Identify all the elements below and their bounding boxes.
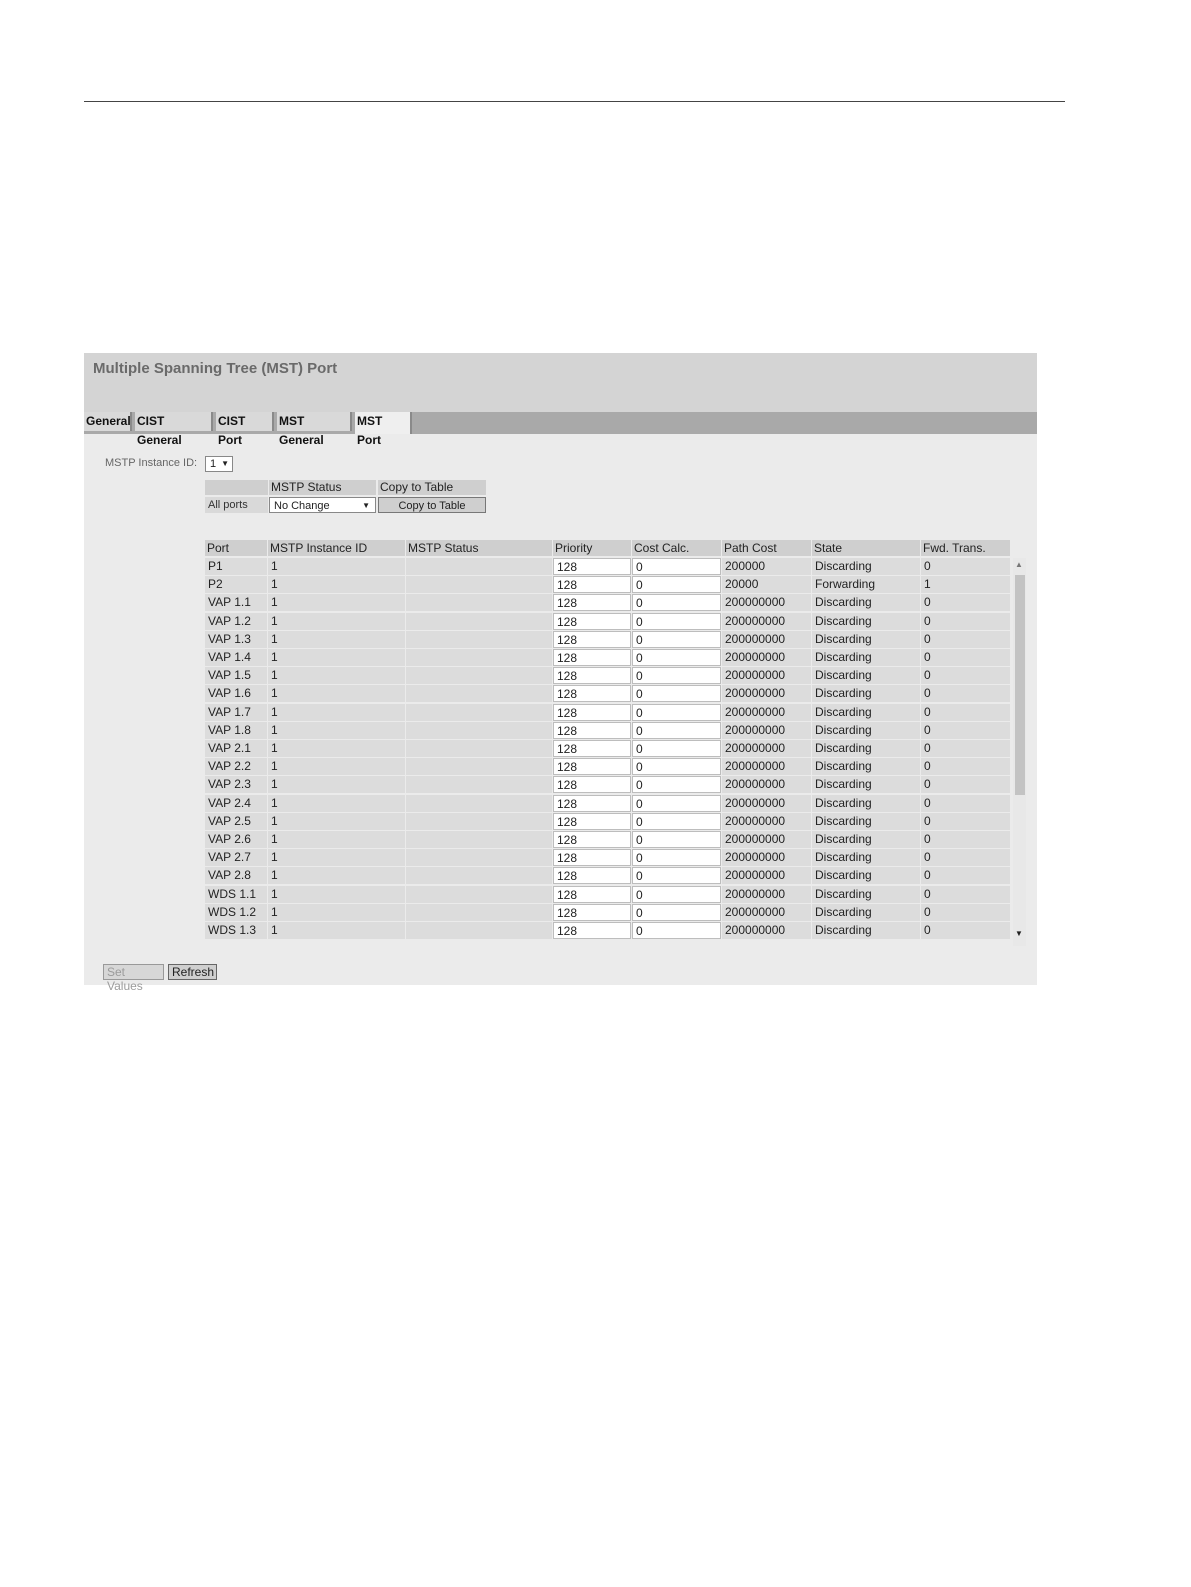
state-cell: Discarding: [812, 631, 920, 648]
state-cell: Discarding: [812, 758, 920, 775]
cost-calc-input[interactable]: 0: [632, 886, 721, 903]
priority-input[interactable]: 128: [553, 776, 631, 793]
port-cell: VAP 1.7: [205, 704, 267, 721]
path-cost-cell: 200000000: [722, 776, 811, 793]
cost-calc-input[interactable]: 0: [632, 576, 721, 593]
path-cost-cell: 200000000: [722, 867, 811, 884]
state-cell: Discarding: [812, 649, 920, 666]
instance-cell: 1: [268, 813, 405, 830]
col-header-priority: Priority: [553, 540, 631, 556]
status-cell: [406, 649, 552, 666]
table-row: [205, 886, 1010, 904]
chevron-down-icon: ▼: [221, 459, 229, 468]
instance-cell: 1: [268, 704, 405, 721]
state-cell: Discarding: [812, 776, 920, 793]
mstp-status-select[interactable]: [269, 497, 376, 513]
state-cell: Discarding: [812, 613, 920, 630]
fwd-trans-cell: 0: [921, 740, 1010, 757]
copy-header-status: MSTP Status: [269, 480, 376, 495]
table-row: [205, 813, 1010, 831]
port-cell: VAP 2.5: [205, 813, 267, 830]
fwd-trans-cell: 0: [921, 631, 1010, 648]
port-cell: WDS 1.2: [205, 904, 267, 921]
fwd-trans-cell: 0: [921, 685, 1010, 702]
priority-input[interactable]: 128: [553, 795, 631, 812]
priority-input[interactable]: 128: [553, 813, 631, 830]
fwd-trans-cell: 0: [921, 886, 1010, 903]
port-cell: VAP 1.2: [205, 613, 267, 630]
path-cost-cell: 200000000: [722, 758, 811, 775]
tab-bar: [84, 412, 1037, 447]
status-cell: [406, 904, 552, 921]
port-cell: VAP 1.6: [205, 685, 267, 702]
cost-calc-input[interactable]: 0: [632, 667, 721, 684]
port-cell: VAP 2.4: [205, 795, 267, 812]
path-cost-cell: 200000000: [722, 631, 811, 648]
state-cell: Discarding: [812, 922, 920, 939]
scroll-thumb[interactable]: [1015, 575, 1025, 795]
fwd-trans-cell: 0: [921, 558, 1010, 575]
instance-cell: 1: [268, 558, 405, 575]
instance-cell: 1: [268, 576, 405, 593]
priority-input[interactable]: 128: [553, 904, 631, 921]
priority-input[interactable]: 128: [553, 922, 631, 939]
col-header-status: MSTP Status: [406, 540, 552, 556]
port-cell: VAP 2.7: [205, 849, 267, 866]
cost-calc-input[interactable]: 0: [632, 831, 721, 848]
fwd-trans-cell: 0: [921, 922, 1010, 939]
page-header: [84, 353, 1037, 412]
table-row: [205, 722, 1010, 740]
status-cell: [406, 613, 552, 630]
state-cell: Discarding: [812, 849, 920, 866]
instance-cell: 1: [268, 922, 405, 939]
status-cell: [406, 867, 552, 884]
fwd-trans-cell: 0: [921, 776, 1010, 793]
instance-cell: 1: [268, 849, 405, 866]
port-cell: VAP 1.3: [205, 631, 267, 648]
status-cell: [406, 922, 552, 939]
path-cost-cell: 200000000: [722, 795, 811, 812]
cost-calc-input[interactable]: 0: [632, 740, 721, 757]
page-title: Multiple Spanning Tree (MST) Port: [93, 360, 338, 377]
table-row: [205, 740, 1010, 758]
cost-calc-input[interactable]: 0: [632, 722, 721, 739]
status-cell: [406, 831, 552, 848]
table-row: [205, 795, 1010, 813]
status-cell: [406, 704, 552, 721]
port-cell: VAP 2.6: [205, 831, 267, 848]
path-cost-cell: 200000000: [722, 831, 811, 848]
path-cost-cell: 200000000: [722, 922, 811, 939]
priority-input[interactable]: 128: [553, 886, 631, 903]
status-cell: [406, 758, 552, 775]
state-cell: Discarding: [812, 867, 920, 884]
table-row: [205, 831, 1010, 849]
instance-cell: 1: [268, 886, 405, 903]
table-row: [205, 667, 1010, 685]
table-row: [205, 849, 1010, 867]
state-cell: Discarding: [812, 722, 920, 739]
port-cell: VAP 1.4: [205, 649, 267, 666]
col-header-fwd-trans: Fwd. Trans.: [921, 540, 1010, 556]
status-cell: [406, 776, 552, 793]
path-cost-cell: 200000000: [722, 904, 811, 921]
state-cell: Discarding: [812, 831, 920, 848]
priority-input[interactable]: 128: [553, 594, 631, 611]
fwd-trans-cell: 0: [921, 667, 1010, 684]
scroll-up-icon[interactable]: ▲: [1015, 560, 1023, 569]
state-cell: Discarding: [812, 795, 920, 812]
ports-table: [205, 540, 1026, 946]
instance-cell: 1: [268, 685, 405, 702]
table-row: [205, 758, 1010, 776]
port-cell: VAP 1.1: [205, 594, 267, 611]
tab-cist-port[interactable]: CIST Port: [216, 412, 274, 431]
mstp-status-select-value: No Change: [274, 500, 330, 512]
fwd-trans-cell: 1: [921, 576, 1010, 593]
copy-header-blank: [205, 480, 268, 495]
priority-input[interactable]: 128: [553, 867, 631, 884]
status-cell: [406, 849, 552, 866]
state-cell: Discarding: [812, 685, 920, 702]
table-row: [205, 649, 1010, 667]
path-cost-cell: 200000000: [722, 704, 811, 721]
priority-input[interactable]: 128: [553, 831, 631, 848]
port-cell: VAP 2.1: [205, 740, 267, 757]
table-row: [205, 576, 1010, 594]
status-cell: [406, 722, 552, 739]
path-cost-cell: 200000000: [722, 722, 811, 739]
state-cell: Forwarding: [812, 576, 920, 593]
refresh-button[interactable]: Refresh: [168, 964, 217, 980]
priority-input[interactable]: 128: [553, 576, 631, 593]
port-cell: VAP 1.8: [205, 722, 267, 739]
status-cell: [406, 685, 552, 702]
tab-cist-general[interactable]: CIST General: [135, 412, 213, 431]
path-cost-cell: 200000000: [722, 594, 811, 611]
fwd-trans-cell: 0: [921, 813, 1010, 830]
instance-id-label: MSTP Instance ID:: [105, 457, 198, 469]
instance-cell: 1: [268, 649, 405, 666]
status-cell: [406, 886, 552, 903]
instance-cell: 1: [268, 904, 405, 921]
col-header-cost-calc: Cost Calc.: [632, 540, 721, 556]
cost-calc-input[interactable]: 0: [632, 867, 721, 884]
tab-mst-general[interactable]: MST General: [277, 412, 352, 431]
table-row: [205, 631, 1010, 649]
status-cell: [406, 740, 552, 757]
tab-mst-port[interactable]: MST Port: [355, 412, 412, 434]
col-header-state: State: [812, 540, 920, 556]
col-header-path-cost: Path Cost: [722, 540, 811, 556]
path-cost-cell: 200000: [722, 558, 811, 575]
fwd-trans-cell: 0: [921, 795, 1010, 812]
instance-cell: 1: [268, 631, 405, 648]
port-cell: VAP 1.5: [205, 667, 267, 684]
instance-cell: 1: [268, 594, 405, 611]
cost-calc-input[interactable]: 0: [632, 922, 721, 939]
port-cell: WDS 1.1: [205, 886, 267, 903]
cost-calc-input[interactable]: 0: [632, 795, 721, 812]
table-row: [205, 904, 1010, 922]
set-values-button[interactable]: Set Values: [103, 964, 164, 980]
cost-calc-input[interactable]: 0: [632, 594, 721, 611]
port-cell: P2: [205, 576, 267, 593]
cost-calc-input[interactable]: 0: [632, 758, 721, 775]
path-cost-cell: 200000000: [722, 813, 811, 830]
tab-general[interactable]: General: [84, 412, 132, 431]
table-row: [205, 867, 1010, 885]
table-scrollbar[interactable]: [1013, 558, 1026, 946]
status-cell: [406, 813, 552, 830]
state-cell: Discarding: [812, 886, 920, 903]
priority-input[interactable]: 128: [553, 849, 631, 866]
instance-cell: 1: [268, 867, 405, 884]
priority-input[interactable]: 128: [553, 613, 631, 630]
path-cost-cell: 200000000: [722, 667, 811, 684]
col-header-port: Port: [205, 540, 267, 556]
instance-id-value: 1: [210, 458, 217, 470]
chevron-down-icon: ▼: [362, 501, 370, 510]
table-row: [205, 704, 1010, 722]
priority-input[interactable]: 128: [553, 704, 631, 721]
state-cell: Discarding: [812, 904, 920, 921]
fwd-trans-cell: 0: [921, 649, 1010, 666]
path-cost-cell: 200000000: [722, 685, 811, 702]
priority-input[interactable]: 128: [553, 685, 631, 702]
port-cell: WDS 1.3: [205, 922, 267, 939]
cost-calc-input[interactable]: 0: [632, 849, 721, 866]
priority-input[interactable]: 128: [553, 758, 631, 775]
cost-calc-input[interactable]: 0: [632, 613, 721, 630]
state-cell: Discarding: [812, 740, 920, 757]
priority-input[interactable]: 128: [553, 722, 631, 739]
cost-calc-input[interactable]: 0: [632, 685, 721, 702]
top-rule: [84, 101, 1065, 102]
all-ports-label: All ports: [205, 497, 268, 513]
fwd-trans-cell: 0: [921, 849, 1010, 866]
port-cell: P1: [205, 558, 267, 575]
status-cell: [406, 558, 552, 575]
cost-calc-input[interactable]: 0: [632, 813, 721, 830]
path-cost-cell: 200000000: [722, 849, 811, 866]
fwd-trans-cell: 0: [921, 722, 1010, 739]
priority-input[interactable]: 128: [553, 649, 631, 666]
instance-cell: 1: [268, 758, 405, 775]
instance-cell: 1: [268, 776, 405, 793]
table-row: [205, 558, 1010, 576]
scroll-down-icon[interactable]: ▼: [1015, 929, 1023, 938]
port-cell: VAP 2.8: [205, 867, 267, 884]
state-cell: Discarding: [812, 558, 920, 575]
table-row: [205, 685, 1010, 703]
fwd-trans-cell: 0: [921, 613, 1010, 630]
path-cost-cell: 200000000: [722, 740, 811, 757]
fwd-trans-cell: 0: [921, 758, 1010, 775]
cost-calc-input[interactable]: 0: [632, 704, 721, 721]
mst-port-panel: [84, 353, 1037, 993]
status-cell: [406, 594, 552, 611]
state-cell: Discarding: [812, 594, 920, 611]
table-row: [205, 776, 1010, 794]
instance-cell: 1: [268, 667, 405, 684]
table-row: [205, 613, 1010, 631]
fwd-trans-cell: 0: [921, 594, 1010, 611]
instance-cell: 1: [268, 831, 405, 848]
cost-calc-input[interactable]: 0: [632, 558, 721, 575]
cost-calc-input[interactable]: 0: [632, 649, 721, 666]
fwd-trans-cell: 0: [921, 831, 1010, 848]
status-cell: [406, 631, 552, 648]
path-cost-cell: 200000000: [722, 613, 811, 630]
fwd-trans-cell: 0: [921, 704, 1010, 721]
priority-input[interactable]: 128: [553, 558, 631, 575]
instance-cell: 1: [268, 740, 405, 757]
state-cell: Discarding: [812, 813, 920, 830]
status-cell: [406, 795, 552, 812]
cost-calc-input[interactable]: 0: [632, 776, 721, 793]
col-header-instance: MSTP Instance ID: [268, 540, 405, 556]
status-cell: [406, 667, 552, 684]
priority-input[interactable]: 128: [553, 740, 631, 757]
port-cell: VAP 2.2: [205, 758, 267, 775]
table-row: [205, 594, 1010, 612]
port-cell: VAP 2.3: [205, 776, 267, 793]
copy-to-table-button[interactable]: Copy to Table: [378, 497, 486, 513]
status-cell: [406, 576, 552, 593]
cost-calc-input[interactable]: 0: [632, 904, 721, 921]
instance-id-select[interactable]: [205, 456, 233, 472]
path-cost-cell: 20000: [722, 576, 811, 593]
copy-header-copy: Copy to Table: [378, 480, 486, 495]
instance-cell: 1: [268, 722, 405, 739]
path-cost-cell: 200000000: [722, 649, 811, 666]
priority-input[interactable]: 128: [553, 667, 631, 684]
state-cell: Discarding: [812, 704, 920, 721]
table-row: [205, 922, 1010, 940]
fwd-trans-cell: 0: [921, 867, 1010, 884]
instance-cell: 1: [268, 613, 405, 630]
fwd-trans-cell: 0: [921, 904, 1010, 921]
priority-input[interactable]: 128: [553, 631, 631, 648]
cost-calc-input[interactable]: 0: [632, 631, 721, 648]
state-cell: Discarding: [812, 667, 920, 684]
path-cost-cell: 200000000: [722, 886, 811, 903]
instance-cell: 1: [268, 795, 405, 812]
